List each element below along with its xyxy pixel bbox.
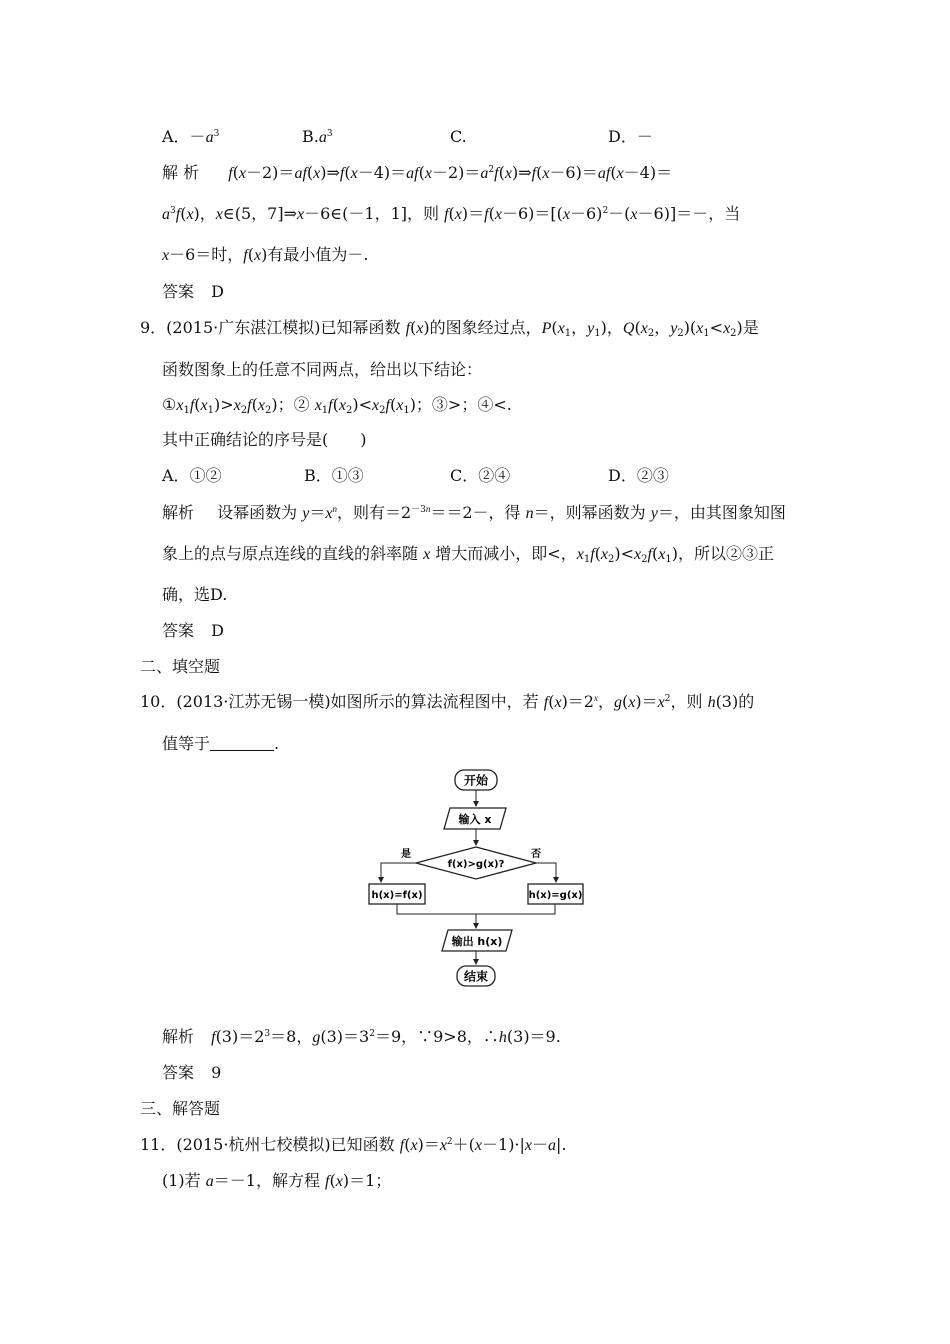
q10-analysis: 解析 $f(3)=2^3=8$，$g(3)=3^2=9$，∵9>8，∴h(3)＝9. <box>162 1027 561 1046</box>
q8-answer-value: D <box>211 282 224 301</box>
q8-option-a: A．$-a^3$ <box>162 127 220 146</box>
flow-input-label: 输入 x <box>458 813 492 826</box>
q8-analysis-line1: 解 析 $f(x-2)=af(x)\Rightarrow f(x-4)=af(x-2)=a^2f(x)\Rightarrow f(x-6)=af(x-4)=$ <box>162 163 673 182</box>
answer-blank <box>210 736 274 751</box>
flow-right-process-label: h(x)=g(x) <box>528 890 583 901</box>
flow-left-process-label: h(x)=f(x) <box>371 890 423 901</box>
q8-option-d: D．－ <box>608 127 653 146</box>
q10-stem-line2: 值等于 . <box>162 734 280 753</box>
flow-start-node <box>455 770 497 790</box>
flow-start-label: 开始 <box>463 773 489 788</box>
flow-end-node <box>457 966 495 986</box>
q9-option-c: C．②④ <box>450 466 511 485</box>
q10-answer-label: 答案 <box>162 1063 195 1082</box>
q8-answer <box>162 282 224 302</box>
q10-answer-value: 9 <box>211 1063 222 1082</box>
q9-statements: $①x_1f(x_1)>x_2f(x_2)$；② $x_1f(x_2)<x_2f(x_1)$；③>；④<. <box>162 395 512 416</box>
q8-analysis-line2: $a^3f(x)$，x∈(5，7]⇒x－6∈(－1，1]，则 $f(x)=f(x-6)=[(x-6)^2-(x-6)]=-$，当 <box>162 204 741 223</box>
q9-stem-question: 其中正确结论的序号是( ) <box>162 430 367 449</box>
flow-right-process <box>528 884 583 904</box>
flow-end-label: 结束 <box>463 969 489 984</box>
q10-analysis-label: 解析 <box>162 1027 195 1046</box>
flow-decision-node <box>416 847 536 879</box>
q9-answer <box>162 621 224 641</box>
section-heading-solutions: 三、解答题 <box>140 1099 221 1118</box>
flow-yes-label: 是 <box>401 849 411 860</box>
q9-option-b: B．①③ <box>304 466 364 485</box>
q11-stem: 11．(2015·杭州七校模拟)已知函数 $f(x)=x^2+(x-1)\cdot|x-a|$. <box>140 1135 567 1154</box>
q8-answer-label: 答案 <box>162 282 195 301</box>
q8-analysis-label: 解 析 <box>162 163 200 182</box>
flow-output-node <box>442 930 512 951</box>
q10-answer <box>162 1063 221 1083</box>
q9-option-a: A．①② <box>162 466 222 485</box>
q9-answer-label: 答案 <box>162 621 195 640</box>
flow-no-label: 否 <box>531 849 541 860</box>
flow-left-process <box>369 884 425 904</box>
q8-option-c: C. <box>450 127 467 146</box>
algorithm-flowchart <box>366 765 586 990</box>
q11-part1: (1)若 a＝－1，解方程 f(x)＝1； <box>162 1171 392 1190</box>
q9-analysis-label: 解析 <box>162 503 195 522</box>
q9-analysis-line3: 确，选D. <box>162 585 228 604</box>
q9-analysis-line1: 解析 设幂函数为 $y=x^n$，则有$=2^{-3n}==2-$，得 n＝，则幂函数为 y＝，由其图象知图 <box>162 503 786 522</box>
q9-option-d: D．②③ <box>608 466 669 485</box>
q8-analysis-line3: x－6＝时，f(x)有最小值为－. <box>162 245 369 264</box>
q9-analysis-line2: 象上的点与原点连线的直线的斜率随 x 增大而减小，即<，$x_1f(x_2)<x_2f(x_1)$，所以②③正 <box>162 544 774 565</box>
section-heading-fill-in: 二、填空题 <box>140 657 221 676</box>
q8-option-b: $B.a^3$ <box>302 127 333 146</box>
flow-input-node <box>444 808 506 829</box>
q10-stem-line1: 10．(2013·江苏无锡一模)如图所示的算法流程图中，若 $f(x)=2^x$，$g(x)=x^2$，则 h(3)的 <box>140 692 755 711</box>
q9-stem-line1: 9．(2015·广东湛江模拟)已知幂函数 f(x)的图象经过点，$P(x_1$，$y_1$)，$Q(x_2$，$y_2)(x_1<x_2)$是 <box>140 318 759 339</box>
q9-stem-line2: 函数图象上的任意不同两点，给出以下结论： <box>162 360 483 379</box>
flow-output-label: 输出 h(x) <box>451 935 503 948</box>
q9-answer-value: D <box>211 621 224 640</box>
flow-decision-label: f(x)>g(x)? <box>447 859 505 870</box>
